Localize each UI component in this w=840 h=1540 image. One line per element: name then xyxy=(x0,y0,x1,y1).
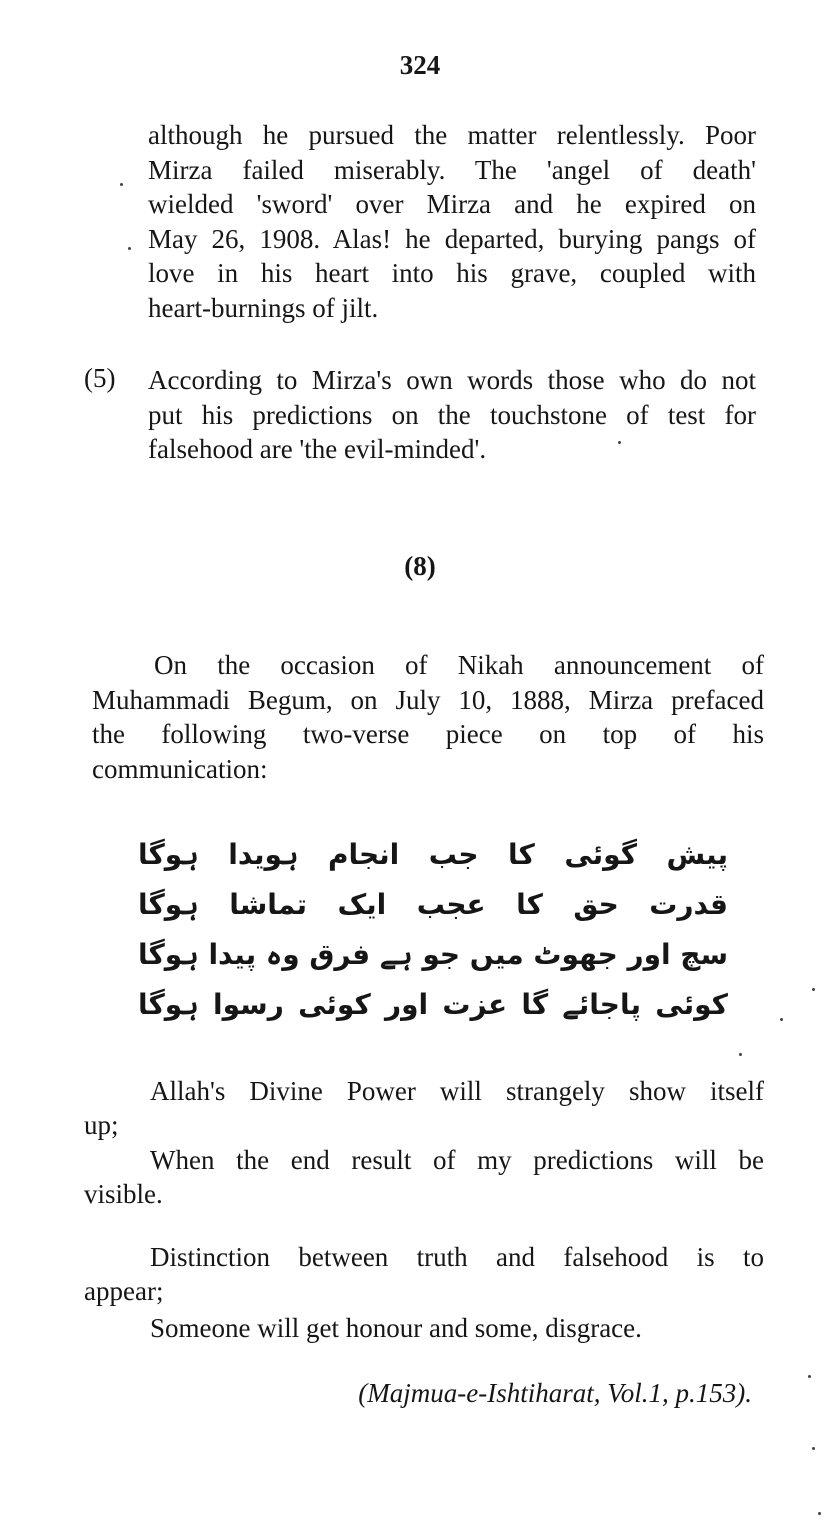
urdu-word: میں xyxy=(469,938,524,971)
text-line: On the occasion of Nikah announcement of xyxy=(154,650,764,680)
urdu-verse-line xyxy=(138,880,728,930)
urdu-word: عجب xyxy=(416,888,486,921)
item-text xyxy=(148,363,756,467)
text-line: Distinction between truth and falsehood is to xyxy=(150,1242,764,1272)
urdu-word: ہوگا xyxy=(138,938,199,971)
urdu-word: اور xyxy=(385,988,429,1021)
urdu-word: پیش xyxy=(666,838,728,871)
urdu-word: تماشا xyxy=(229,888,308,921)
urdu-word: قدرت xyxy=(649,888,728,921)
text-line: When the end result of my predictions will be xyxy=(150,1145,764,1175)
scan-speck xyxy=(812,1447,815,1450)
translation-line-1 xyxy=(84,1074,764,1142)
urdu-word: کا xyxy=(516,888,543,921)
text-line: May 26, 1908. Alas! he departed, burying pangs of xyxy=(148,223,756,254)
paragraph-continuation xyxy=(148,118,756,326)
urdu-word: رسوا xyxy=(213,988,284,1021)
text-line: put his predictions on the touchstone of test for xyxy=(148,399,756,430)
urdu-word: سچ xyxy=(680,938,728,971)
urdu-word: پاجائے xyxy=(562,988,642,1021)
scan-speck xyxy=(812,988,815,991)
urdu-word: ہوگا xyxy=(138,838,199,871)
urdu-word: عزت xyxy=(442,988,508,1021)
text-line: Allah's Divine Power will strangely show itself xyxy=(150,1076,764,1106)
urdu-word: گا xyxy=(521,988,549,1021)
section-number: (8) xyxy=(404,551,436,581)
scan-speck xyxy=(618,441,621,444)
urdu-word: پیدا xyxy=(208,938,257,971)
text-line: Someone will get honour and some, disgrace. xyxy=(150,1313,642,1343)
text-line: appear; xyxy=(84,1276,164,1306)
text-line: although he pursued the matter relentlessly. Poor xyxy=(148,120,756,150)
scan-speck xyxy=(128,247,131,250)
scan-speck xyxy=(120,183,123,186)
translation-line-2 xyxy=(84,1143,764,1211)
page-number: 324 xyxy=(399,50,441,80)
item-number: (5) xyxy=(84,363,116,393)
urdu-verse-block xyxy=(138,830,728,1030)
translation-line-3 xyxy=(84,1240,764,1308)
scan-speck xyxy=(739,1053,742,1056)
urdu-word: ہویدا xyxy=(228,838,299,871)
text-line: visible. xyxy=(84,1179,163,1209)
urdu-word: کوئی xyxy=(655,988,728,1021)
urdu-word: حق xyxy=(573,888,619,921)
text-line: heart-burnings of jilt. xyxy=(148,292,379,323)
citation: (Majmua-e-Ishtiharat, Vol.1, p.153). xyxy=(358,1378,752,1408)
text-line: love in his heart into his grave, coupled with xyxy=(148,258,756,289)
urdu-word: وہ xyxy=(265,938,300,971)
urdu-word: کوئی xyxy=(298,988,371,1021)
scan-speck xyxy=(780,1018,783,1021)
scan-speck xyxy=(818,1512,821,1515)
urdu-word: ہوگا xyxy=(138,988,199,1021)
scan-speck xyxy=(808,1375,811,1378)
urdu-word: ہے xyxy=(379,938,413,971)
text-line: Muhammadi Begum, on July 10, 1888, Mirza prefaced xyxy=(92,684,764,715)
urdu-word: فرق xyxy=(309,938,371,971)
text-line: communication: xyxy=(92,753,268,784)
urdu-verse-line xyxy=(138,980,728,1030)
urdu-word: کا xyxy=(508,838,535,871)
text-line: Mirza failed miserably. The 'angel of death' xyxy=(148,154,756,185)
text-line: According to Mirza's own words those who do not xyxy=(148,365,756,395)
text-line: up; xyxy=(84,1110,119,1140)
urdu-word: انجام xyxy=(327,838,400,871)
text-line: wielded 'sword' over Mirza and he expired on xyxy=(148,189,756,220)
urdu-word: ایک xyxy=(337,888,387,921)
urdu-word: گوئی xyxy=(564,838,637,871)
urdu-word: جو xyxy=(422,938,461,971)
urdu-verse-line xyxy=(138,830,728,880)
text-line: falsehood are 'the evil-minded'. xyxy=(148,434,487,465)
text-line: the following two-verse piece on top of his xyxy=(92,719,764,750)
urdu-word: ہوگا xyxy=(138,888,199,921)
urdu-word: جب xyxy=(428,838,479,871)
section-paragraph xyxy=(92,648,764,786)
urdu-word: جھوٹ xyxy=(533,938,618,971)
translation-line-4 xyxy=(84,1311,764,1345)
urdu-verse-line xyxy=(138,930,728,980)
urdu-word: اور xyxy=(627,938,671,971)
